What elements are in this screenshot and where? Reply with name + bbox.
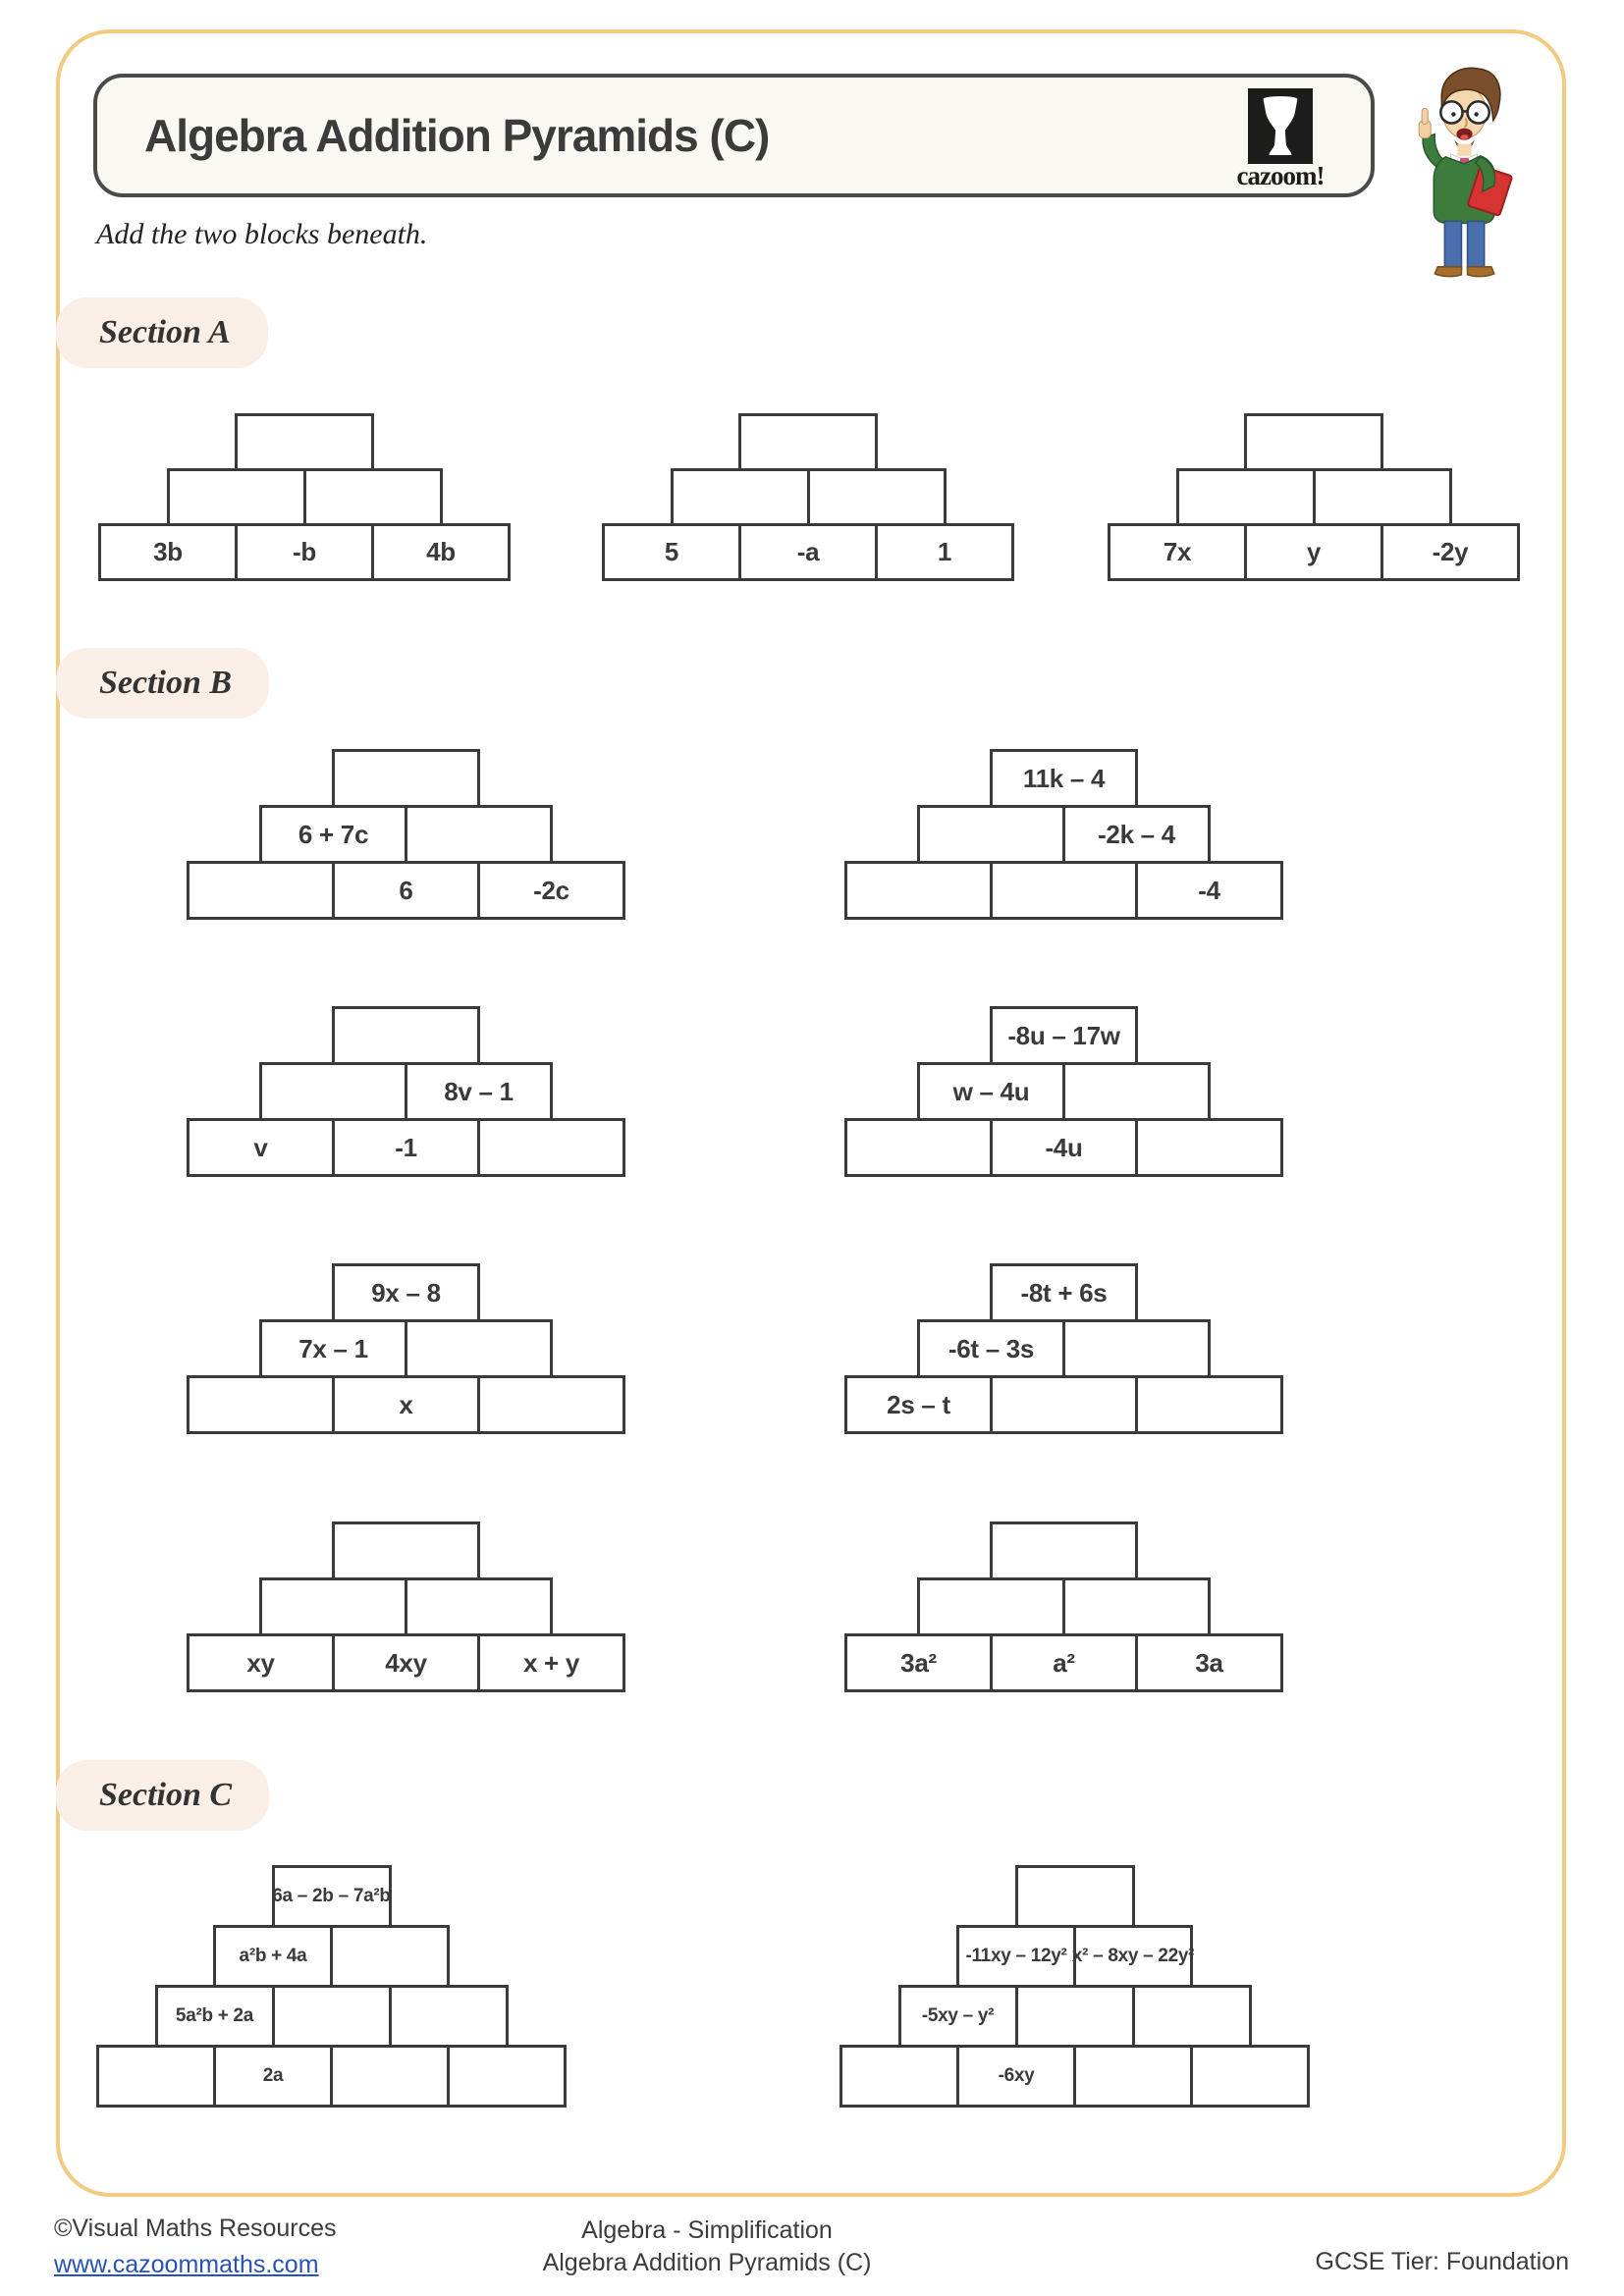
pyramid-cell-empty [332, 1006, 480, 1065]
pyramid-row [98, 413, 511, 471]
pyramid-cell-empty [259, 1577, 407, 1636]
pyramid-cell-empty [332, 749, 480, 808]
pyramid-cell: -4u [990, 1118, 1138, 1177]
pyramid-row [187, 1118, 625, 1177]
pyramid-cell-empty [405, 1319, 553, 1378]
pyramid-cell-empty [477, 1118, 625, 1177]
pyramid-cell-empty [1132, 1985, 1252, 2048]
pyramid-row [844, 861, 1283, 920]
pyramid-cell-empty [1062, 1319, 1211, 1378]
section-label-text: Section A [99, 314, 231, 350]
pyramid-cell-empty [738, 413, 878, 471]
pyramid-row [187, 1522, 625, 1580]
pyramid-cell: 4b [371, 523, 511, 581]
pyramid-cell-empty [96, 2045, 216, 2108]
pyramid-cell: 7x – 1 [259, 1319, 407, 1378]
pyramid-cell: -5xy – y² [898, 1985, 1018, 2048]
pyramid [96, 1865, 567, 2108]
pyramid-row [98, 468, 511, 526]
pyramid-cell-empty [1073, 2045, 1193, 2108]
pyramid-cell-empty [990, 1375, 1138, 1434]
pyramid-cell: x + y [477, 1633, 625, 1692]
pyramid-row [187, 805, 625, 864]
pyramid-cell-empty [671, 468, 810, 526]
pyramid-cell: 8v – 1 [405, 1062, 553, 1121]
pyramid [844, 749, 1283, 920]
pyramid-row [839, 1925, 1310, 1988]
pyramid-cell-empty [1015, 1865, 1135, 1928]
pyramid-cell: v [187, 1118, 335, 1177]
section-b-label [56, 648, 269, 719]
section-a-label [56, 297, 268, 368]
pyramid-cell-empty [167, 468, 306, 526]
pyramid-cell: -8u – 17w [990, 1006, 1138, 1065]
pyramid-cell-empty [844, 1118, 993, 1177]
pyramid-cell: -2c [477, 861, 625, 920]
pyramid-cell-empty [332, 1522, 480, 1580]
pyramid-row [187, 749, 625, 808]
pyramid [844, 1263, 1283, 1434]
pyramid-cell-empty [1062, 1062, 1211, 1121]
pyramid-row [844, 1319, 1283, 1378]
pyramid-cell: -6xy [956, 2045, 1076, 2108]
pyramid-cell-empty [1176, 468, 1316, 526]
pyramid-row [844, 1375, 1283, 1434]
pyramid-row [602, 468, 1014, 526]
pyramid [187, 1263, 625, 1434]
pyramid-cell: a²b + 4a [213, 1925, 333, 1988]
pyramid-row [844, 1577, 1283, 1636]
pyramid-cell-empty [235, 413, 374, 471]
pyramid-row [844, 1006, 1283, 1065]
pyramid-cell-empty [272, 1985, 392, 2048]
footer-topic: Algebra - Simplification [581, 2216, 833, 2244]
pyramid-row [187, 1375, 625, 1434]
pyramid-row [1108, 523, 1520, 581]
pyramid [844, 1522, 1283, 1692]
pyramid-row [96, 1865, 567, 1928]
pyramid-cell: 11k – 4 [990, 749, 1138, 808]
pyramid-row [98, 523, 511, 581]
pyramid [1108, 413, 1520, 581]
pyramid-cell: -4 [1135, 861, 1283, 920]
pyramid-cell: y [1244, 523, 1383, 581]
pyramid-cell-empty [1062, 1577, 1211, 1636]
pyramid-row [187, 1006, 625, 1065]
pyramid-cell: 6a – 2b – 7a²b [272, 1865, 392, 1928]
pyramid-cell-empty [990, 1522, 1138, 1580]
pyramid-cell-empty [447, 2045, 567, 2108]
pyramid-cell-empty [917, 805, 1065, 864]
pyramid-cell: 4xy [332, 1633, 480, 1692]
pyramid-row [187, 1633, 625, 1692]
pyramid [187, 1522, 625, 1692]
pyramid [98, 413, 511, 581]
pyramid-cell-empty [1135, 1118, 1283, 1177]
pyramid-cell: xy [187, 1633, 335, 1692]
pyramid-cell-empty [187, 861, 335, 920]
section-c-label [56, 1760, 269, 1831]
pyramid [602, 413, 1014, 581]
pyramid-cell: -8t + 6s [990, 1263, 1138, 1322]
pyramid-cell-empty [259, 1062, 407, 1121]
pyramid-cell: 6 + 7c [259, 805, 407, 864]
pyramid-row [96, 1985, 567, 2048]
pyramid-row [1108, 468, 1520, 526]
pyramid-cell: 3a² [844, 1633, 993, 1692]
pyramid-row [187, 1577, 625, 1636]
pyramid-cell: 2a [213, 2045, 333, 2108]
pyramid-cell: -6t – 3s [917, 1319, 1065, 1378]
pyramid-row [844, 1118, 1283, 1177]
pyramid-row [844, 1633, 1283, 1692]
cazoom-logo-text: cazoom! [1236, 161, 1325, 190]
pyramid-row [844, 749, 1283, 808]
pyramid-cell: 1 [875, 523, 1014, 581]
pyramid-cell-empty [187, 1375, 335, 1434]
teacher-cartoon [1386, 61, 1539, 294]
footer-worksheet-name: Algebra Addition Pyramids (C) [542, 2249, 872, 2276]
pyramid-cell-empty [844, 861, 993, 920]
pyramid-cell: 7x [1108, 523, 1247, 581]
pyramid-cell: 9x – 8 [332, 1263, 480, 1322]
pyramid-row [839, 2045, 1310, 2108]
pyramid-cell-empty [330, 2045, 450, 2108]
footer-center [471, 2215, 943, 2279]
pyramid-row [187, 1263, 625, 1322]
pyramid-cell-empty [1015, 1985, 1135, 2048]
pyramid [839, 1865, 1310, 2108]
pyramid-row [96, 2045, 567, 2108]
pyramid-cell: x [332, 1375, 480, 1434]
pyramid-cell: 5a²b + 2a [155, 1985, 275, 2048]
section-label-text: Section C [99, 1777, 233, 1813]
pyramid-cell: a² [990, 1633, 1138, 1692]
pyramid-cell-empty [405, 1577, 553, 1636]
footer-copyright: ©Visual Maths Resources [54, 2215, 337, 2242]
pyramid-row [602, 413, 1014, 471]
pyramid-cell: 3a [1135, 1633, 1283, 1692]
pyramid-cell-empty [1135, 1375, 1283, 1434]
pyramid-row [187, 1319, 625, 1378]
pyramid-cell-empty [330, 1925, 450, 1988]
pyramid-cell-empty [405, 805, 553, 864]
pyramid-cell: -b [235, 523, 374, 581]
pyramid-cell-empty [1190, 2045, 1310, 2108]
pyramid-cell: 5 [602, 523, 741, 581]
pyramid-cell: 6 [332, 861, 480, 920]
pyramid-row [602, 523, 1014, 581]
pyramid-cell: -1 [332, 1118, 480, 1177]
page-title: Algebra Addition Pyramids (C) [144, 110, 770, 161]
pyramid-cell: 2s – t [844, 1375, 993, 1434]
footer-tier: GCSE Tier: Foundation [1315, 2248, 1569, 2275]
pyramid-cell: 3b [98, 523, 238, 581]
pyramid-row [839, 1985, 1310, 2048]
cazoom-drum-icon [1248, 88, 1313, 164]
section-label-text: Section B [99, 665, 233, 701]
pyramid-cell: -2y [1380, 523, 1520, 581]
pyramid-row [1108, 413, 1520, 471]
pyramid-row [839, 1865, 1310, 1928]
pyramid-row [187, 861, 625, 920]
pyramid [844, 1006, 1283, 1177]
pyramid-cell-empty [303, 468, 443, 526]
cazoom-website-link[interactable]: www.cazoommaths.com [54, 2251, 319, 2278]
pyramid-row [844, 1522, 1283, 1580]
pyramid-cell: -2k – 4 [1062, 805, 1211, 864]
pyramid-cell-empty [477, 1375, 625, 1434]
pyramid-cell: x² – 8xy – 22y² [1073, 1925, 1193, 1988]
pyramid-cell: -11xy – 12y² [956, 1925, 1076, 1988]
pyramid-row [844, 1263, 1283, 1322]
pyramid-row [844, 1062, 1283, 1121]
pyramid-cell: -a [738, 523, 878, 581]
footer-left [54, 2215, 337, 2279]
instruction-text: Add the two blocks beneath. [96, 218, 428, 250]
pyramid-cell-empty [990, 861, 1138, 920]
pyramid-cell-empty [1313, 468, 1452, 526]
header-box [93, 74, 1375, 197]
pyramid-row [96, 1925, 567, 1988]
pyramid [187, 749, 625, 920]
pyramid-cell-empty [1244, 413, 1383, 471]
pyramid-row [844, 805, 1283, 864]
pyramid-cell-empty [917, 1577, 1065, 1636]
pyramid-cell-empty [839, 2045, 959, 2108]
pyramid-cell-empty [389, 1985, 509, 2048]
pyramid-cell: w – 4u [917, 1062, 1065, 1121]
pyramid-row [187, 1062, 625, 1121]
pyramid [187, 1006, 625, 1177]
pyramid-cell-empty [807, 468, 947, 526]
